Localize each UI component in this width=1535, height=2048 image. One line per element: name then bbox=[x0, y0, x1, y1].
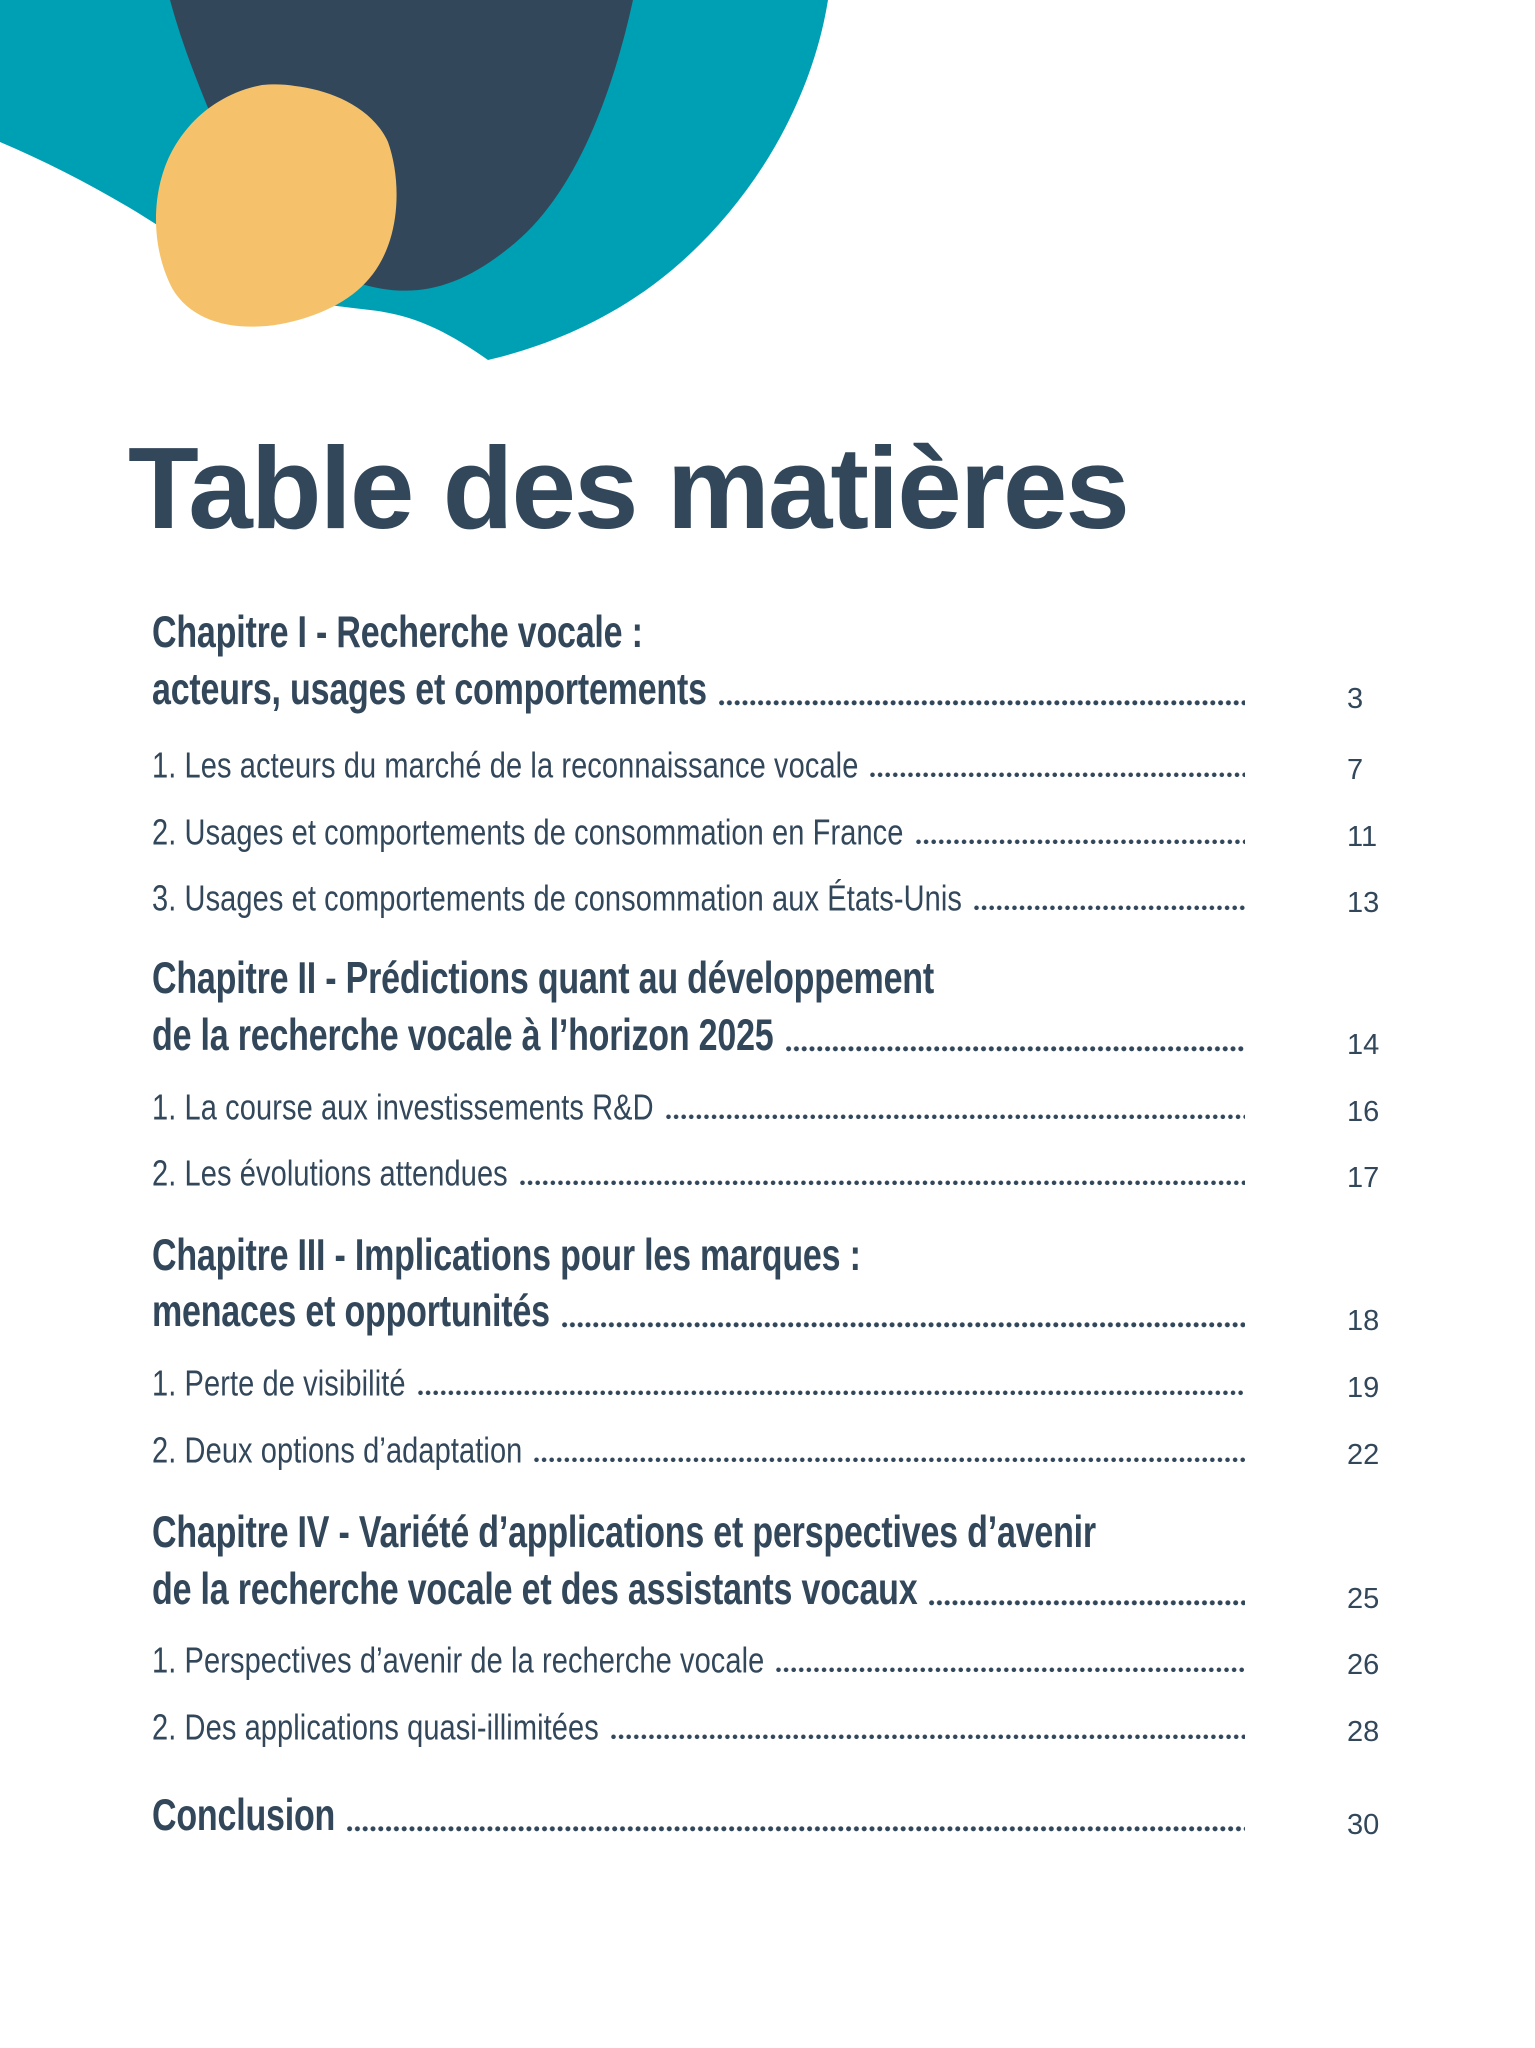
toc-entry-chapter-3-line2[interactable] bbox=[152, 1286, 1380, 1338]
chapter-title: Chapitre I - Recherche vocale : bbox=[152, 607, 643, 658]
toc-entry-chapter-4-line1[interactable] bbox=[152, 1507, 1245, 1558]
toc-entry-chapter-2-line1[interactable] bbox=[152, 953, 1245, 1004]
toc-entry-chapter-1-line1[interactable] bbox=[152, 607, 1245, 658]
page-number: 19 bbox=[1347, 1372, 1380, 1405]
page-number: 25 bbox=[1347, 1583, 1380, 1616]
toc-entry-chapter-4-line2[interactable] bbox=[152, 1564, 1380, 1616]
toc-entry-section[interactable] bbox=[152, 1358, 1380, 1405]
conclusion-title: Conclusion bbox=[152, 1790, 336, 1841]
section-title: 1. Perspectives d’avenir de la recherche vocale bbox=[152, 1640, 765, 1681]
page-number: 18 bbox=[1347, 1305, 1380, 1338]
toc-entry-section[interactable] bbox=[152, 1425, 1380, 1472]
dotted-leader bbox=[611, 1734, 1245, 1740]
dotted-leader bbox=[562, 1322, 1245, 1328]
chapter-title: Chapitre IV - Variété d’applications et perspectives d’avenir bbox=[152, 1507, 1096, 1558]
section-title: 2. Les évolutions attendues bbox=[152, 1153, 508, 1194]
toc-entry-chapter-3-line1[interactable] bbox=[152, 1230, 1245, 1281]
page-number: 28 bbox=[1347, 1716, 1380, 1749]
chapter-title: acteurs, usages et comportements bbox=[152, 664, 707, 715]
page-number: 30 bbox=[1347, 1809, 1380, 1842]
section-title: 2. Deux options d’adaptation bbox=[152, 1430, 523, 1471]
toc-entry-section[interactable] bbox=[152, 1702, 1380, 1749]
dotted-leader bbox=[974, 905, 1245, 911]
dotted-leader bbox=[929, 1600, 1245, 1606]
page-number: 22 bbox=[1347, 1439, 1380, 1472]
toc-entry-chapter-2-line2[interactable] bbox=[152, 1010, 1380, 1062]
chapter-title: menaces et opportunités bbox=[152, 1286, 550, 1337]
page-number: 14 bbox=[1347, 1029, 1380, 1062]
page-number: 3 bbox=[1347, 683, 1364, 716]
toc-entry-section[interactable] bbox=[152, 873, 1380, 920]
chapter-title: Chapitre II - Prédictions quant au développement bbox=[152, 953, 934, 1004]
toc-entry-section[interactable] bbox=[152, 1635, 1380, 1682]
section-title: 2. Usages et comportements de consommation en France bbox=[152, 812, 904, 853]
toc-entry-conclusion[interactable] bbox=[152, 1790, 1380, 1842]
dotted-leader bbox=[534, 1457, 1245, 1463]
page-title: Table des matières bbox=[128, 423, 1128, 553]
toc-entry-section[interactable] bbox=[152, 740, 1364, 787]
page-number: 13 bbox=[1347, 887, 1380, 920]
dotted-leader bbox=[776, 1667, 1245, 1673]
toc-entry-section[interactable] bbox=[152, 807, 1378, 854]
chapter-title: Chapitre III - Implications pour les marques : bbox=[152, 1230, 861, 1281]
section-title: 1. La course aux investissements R&D bbox=[152, 1087, 654, 1128]
toc-entry-chapter-1-line2[interactable] bbox=[152, 664, 1364, 716]
dotted-leader bbox=[786, 1046, 1246, 1052]
chapter-title: de la recherche vocale à l’horizon 2025 bbox=[152, 1010, 774, 1061]
dotted-leader bbox=[347, 1826, 1245, 1832]
page-number: 11 bbox=[1347, 821, 1378, 854]
page-number: 17 bbox=[1347, 1162, 1380, 1195]
decorative-blobs bbox=[0, 0, 1535, 420]
dotted-leader bbox=[870, 772, 1245, 778]
page-number: 26 bbox=[1347, 1649, 1380, 1682]
dotted-leader bbox=[666, 1114, 1245, 1120]
section-title: 2. Des applications quasi-illimitées bbox=[152, 1707, 599, 1748]
chapter-title: de la recherche vocale et des assistants vocaux bbox=[152, 1564, 918, 1615]
dotted-leader bbox=[418, 1390, 1245, 1396]
page-number: 16 bbox=[1347, 1096, 1380, 1129]
dotted-leader bbox=[520, 1180, 1245, 1186]
section-title: 3. Usages et comportements de consommation aux États-Unis bbox=[152, 878, 963, 919]
section-title: 1. Les acteurs du marché de la reconnaissance vocale bbox=[152, 745, 859, 786]
section-title: 1. Perte de visibilité bbox=[152, 1363, 406, 1404]
dotted-leader bbox=[916, 839, 1245, 845]
dotted-leader bbox=[719, 700, 1245, 706]
page-number: 7 bbox=[1347, 754, 1364, 787]
toc-entry-section[interactable] bbox=[152, 1082, 1380, 1129]
toc-entry-section[interactable] bbox=[152, 1148, 1380, 1195]
